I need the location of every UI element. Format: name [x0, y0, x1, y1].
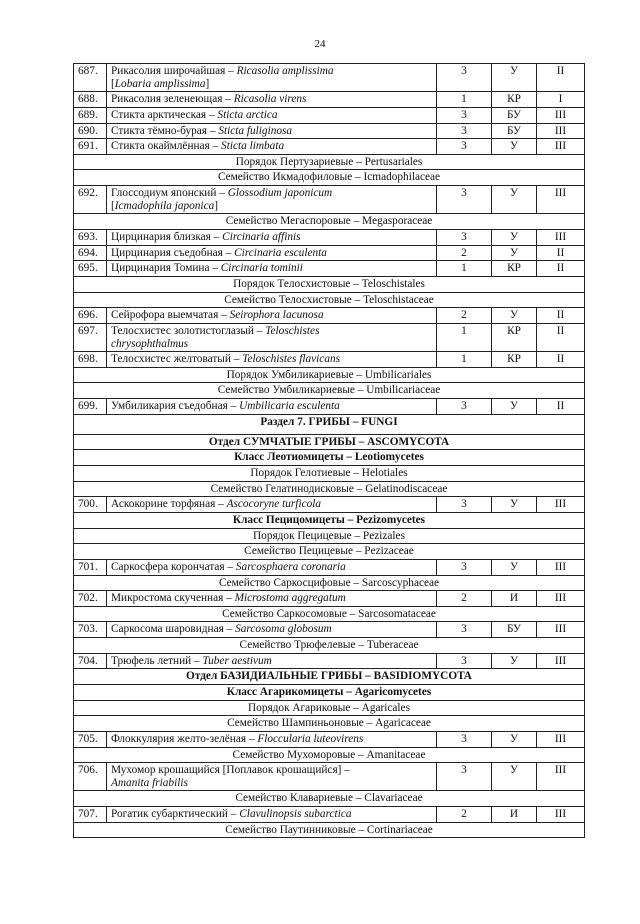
rarity-category: 3: [437, 731, 492, 747]
latin-name: Sarcosphaera coronaria: [235, 560, 346, 573]
table-row: [74, 64, 585, 92]
species-number: 695.: [74, 261, 107, 277]
family-heading: Семейство Саркосомовые – Sarcosomataceae: [74, 606, 585, 622]
family-row: [74, 481, 585, 497]
latin-name: Ricasolia virens: [233, 93, 307, 106]
order-row: [74, 466, 585, 482]
table-row: [74, 497, 585, 513]
order-row: [74, 367, 585, 383]
latin-name: Circinaria tominii: [220, 262, 303, 275]
family-heading: Семейство Мухоморовые – Amanitaceae: [74, 747, 585, 763]
protection-class: II: [537, 308, 585, 324]
protection-class: III: [537, 731, 585, 747]
russian-name: Цирцинария Томина –: [111, 262, 221, 275]
rarity-category: 2: [437, 308, 492, 324]
species-number: 706.: [74, 763, 107, 791]
table-row: [74, 123, 585, 139]
russian-name: Телосхистес золотистоглазый –: [111, 324, 266, 337]
russian-name: Стикта тёмно-бурая –: [111, 124, 219, 137]
species-number: 691.: [74, 139, 107, 155]
table-row: [74, 308, 585, 324]
latin-synonym: chrysophthalmus: [111, 337, 189, 350]
protection-class: II: [537, 245, 585, 261]
status-code: КР: [492, 92, 537, 108]
synonym-close: ]: [214, 199, 218, 212]
family-heading: Семейство Икмадофиловые – Icmadophilaceae: [74, 170, 585, 186]
latin-synonym: Amanita friabilis: [111, 776, 188, 789]
species-number: 700.: [74, 497, 107, 513]
class-row: [74, 450, 585, 466]
section-heading: Раздел 7. ГРИБЫ – FUNGI: [74, 414, 585, 434]
species-number: 703.: [74, 622, 107, 638]
species-name: [107, 245, 437, 261]
protection-class: II: [537, 399, 585, 415]
rarity-category: 1: [437, 92, 492, 108]
rarity-category: 1: [437, 323, 492, 351]
species-table: [73, 63, 585, 838]
species-number: 701.: [74, 559, 107, 575]
order-heading: Порядок Агариковые – Agaricales: [74, 700, 585, 716]
protection-class: III: [537, 230, 585, 246]
status-code: У: [492, 653, 537, 669]
family-row: [74, 383, 585, 399]
species-number: 692.: [74, 186, 107, 214]
latin-name: Sarcosoma globosum: [235, 623, 332, 636]
species-number: 696.: [74, 308, 107, 324]
table-row: [74, 323, 585, 351]
species-name: [107, 230, 437, 246]
rarity-category: 3: [437, 186, 492, 214]
synonym-open: [: [111, 199, 115, 212]
rarity-category: 3: [437, 622, 492, 638]
table-row: [74, 559, 585, 575]
status-code: У: [492, 497, 537, 513]
protection-class: I: [537, 92, 585, 108]
protection-class: II: [537, 64, 585, 92]
order-heading: Порядок Гелотиевые – Helotiales: [74, 466, 585, 482]
order-row: [74, 528, 585, 544]
family-heading: Семейство Мегаспоровые – Megasporaceae: [74, 214, 585, 230]
species-number: 697.: [74, 323, 107, 351]
species-number: 688.: [74, 92, 107, 108]
status-code: У: [492, 230, 537, 246]
rarity-category: 3: [437, 64, 492, 92]
protection-class: III: [537, 497, 585, 513]
division-heading: Отдел СУМЧАТЫЕ ГРИБЫ – ASCOMYCOTA: [74, 434, 585, 450]
family-heading: Семейство Трюфелевые – Tuberaceae: [74, 638, 585, 654]
order-row: [74, 276, 585, 292]
russian-name: Рогатик субарктический –: [111, 808, 240, 821]
status-code: У: [492, 731, 537, 747]
family-row: [74, 606, 585, 622]
species-number: 704.: [74, 653, 107, 669]
russian-name: Рикасолия широчайшая –: [111, 65, 237, 77]
species-number: 699.: [74, 399, 107, 415]
table-row: [74, 399, 585, 415]
class-row: [74, 684, 585, 700]
family-heading: Семейство Умбиликариевые – Umbilicariaceae: [74, 383, 585, 399]
rarity-category: 3: [437, 559, 492, 575]
status-code: И: [492, 591, 537, 607]
status-code: БУ: [492, 622, 537, 638]
table-row: [74, 139, 585, 155]
species-number: 694.: [74, 245, 107, 261]
status-code: У: [492, 763, 537, 791]
protection-class: III: [537, 763, 585, 791]
class-heading: Класс Агарикомицеты – Agaricomycetes: [74, 684, 585, 700]
russian-name: Флоккулярия желто-зелёная –: [111, 732, 258, 745]
protection-class: III: [537, 123, 585, 139]
order-row: [74, 154, 585, 170]
species-name: [107, 399, 437, 415]
latin-name: Microstoma aggregatum: [234, 592, 346, 605]
family-row: [74, 716, 585, 732]
russian-name: Аскокорине торфяная –: [111, 498, 227, 511]
table-row: [74, 107, 585, 123]
species-number: 689.: [74, 107, 107, 123]
russian-name: Саркосома шаровидная –: [111, 623, 236, 636]
species-number: 690.: [74, 123, 107, 139]
latin-name: Ricasolia amplissima: [236, 65, 334, 77]
protection-class: III: [537, 807, 585, 823]
russian-name: Микростома скученная –: [111, 592, 235, 605]
protection-class: II: [537, 352, 585, 368]
protection-class: III: [537, 622, 585, 638]
table-row: [74, 186, 585, 214]
status-code: КР: [492, 352, 537, 368]
species-name: [107, 591, 437, 607]
status-code: БУ: [492, 123, 537, 139]
rarity-category: 3: [437, 399, 492, 415]
species-number: 693.: [74, 230, 107, 246]
rarity-category: 3: [437, 763, 492, 791]
species-name: [107, 123, 437, 139]
family-heading: Семейство Саркосцифовые – Sarcoscyphaceae: [74, 575, 585, 591]
russian-name: Стикта окаймлённая –: [111, 140, 222, 153]
species-number: 702.: [74, 591, 107, 607]
species-number: 707.: [74, 807, 107, 823]
latin-name: Circinaria esculenta: [234, 246, 327, 259]
russian-name: Сейрофора выемчатая –: [111, 309, 230, 322]
species-name: [107, 497, 437, 513]
family-row: [74, 292, 585, 308]
species-name: [107, 261, 437, 277]
status-code: БУ: [492, 107, 537, 123]
species-number: 687.: [74, 64, 107, 92]
table-row: [74, 763, 585, 791]
protection-class: II: [537, 261, 585, 277]
division-heading: Отдел БАЗИДИАЛЬНЫЕ ГРИБЫ – BASIDIOMYCOTA: [74, 669, 585, 685]
status-code: У: [492, 308, 537, 324]
russian-name: Мухомор крошащийся [Поплавок крошащийся] –: [111, 764, 350, 777]
species-name: [107, 731, 437, 747]
status-code: И: [492, 807, 537, 823]
status-code: У: [492, 64, 537, 92]
russian-name: Глоссодиум японский –: [111, 187, 228, 200]
family-row: [74, 170, 585, 186]
russian-name: Умбиликария съедобная –: [111, 400, 240, 413]
rarity-category: 3: [437, 230, 492, 246]
rarity-category: 3: [437, 123, 492, 139]
species-name: [107, 559, 437, 575]
section-row: [74, 414, 585, 434]
species-name: [107, 92, 437, 108]
species-number: 705.: [74, 731, 107, 747]
class-row: [74, 512, 585, 528]
species-name: [107, 352, 437, 368]
rarity-category: 3: [437, 139, 492, 155]
order-heading: Порядок Пертузариевые – Pertusariales: [74, 154, 585, 170]
species-name: [107, 64, 437, 92]
species-name: [107, 186, 437, 214]
protection-class: III: [537, 107, 585, 123]
latin-name: Floccularia luteovirens: [257, 732, 364, 745]
protection-class: III: [537, 186, 585, 214]
order-heading: Порядок Пецицевые – Pezizales: [74, 528, 585, 544]
latin-name: Circinaria affinis: [222, 231, 301, 244]
status-code: КР: [492, 323, 537, 351]
family-heading: Семейство Клавариевые – Clavariaceae: [74, 791, 585, 807]
rarity-category: 1: [437, 352, 492, 368]
latin-name: Seirophora lacunosa: [229, 309, 324, 322]
russian-name: Саркосфера корончатая –: [111, 560, 236, 573]
family-row: [74, 822, 585, 838]
class-heading: Класс Пецицомицеты – Pezizomycetes: [74, 512, 585, 528]
family-row: [74, 638, 585, 654]
protection-class: III: [537, 559, 585, 575]
status-code: У: [492, 399, 537, 415]
rarity-category: 3: [437, 653, 492, 669]
order-row: [74, 700, 585, 716]
latin-name: Umbilicaria esculenta: [239, 400, 340, 413]
page-number: 24: [314, 38, 326, 50]
latin-name: Teloschistes: [265, 324, 320, 337]
russian-name: Телосхистес желтоватый –: [111, 353, 243, 366]
latin-name: Sticta arctica: [217, 108, 278, 121]
latin-name: Sticta fuliginosa: [218, 124, 293, 137]
latin-name: Clavulinopsis subarctica: [239, 808, 352, 821]
latin-name: Tuber aestivum: [202, 654, 272, 667]
family-row: [74, 575, 585, 591]
latin-synonym: Icmadophila japonica: [114, 199, 215, 212]
protection-class: II: [537, 323, 585, 351]
rarity-category: 2: [437, 591, 492, 607]
family-heading: Семейство Паутинниковые – Cortinariaceae: [74, 822, 585, 838]
protection-class: III: [537, 591, 585, 607]
russian-name: Цирцинария съедобная –: [111, 246, 235, 259]
family-heading: Семейство Телосхистовые – Teloschistaceae: [74, 292, 585, 308]
family-heading: Семейство Гелатинодисковые – Gelatinodiscaceae: [74, 481, 585, 497]
family-row: [74, 791, 585, 807]
division-row: [74, 434, 585, 450]
table-row: [74, 591, 585, 607]
latin-name: Ascocoryne turficola: [226, 498, 322, 511]
status-code: У: [492, 139, 537, 155]
species-name: [107, 308, 437, 324]
family-row: [74, 747, 585, 763]
synonym-close: ]: [205, 77, 210, 90]
russian-name: Рикасолия зеленеющая –: [111, 93, 234, 106]
family-row: [74, 214, 585, 230]
status-code: У: [492, 186, 537, 214]
table-row: [74, 731, 585, 747]
rarity-category: 1: [437, 261, 492, 277]
family-heading: Семейство Шампиньоновые – Agaricaceae: [74, 716, 585, 732]
table-row: [74, 807, 585, 823]
species-name: [107, 139, 437, 155]
species-name: [107, 622, 437, 638]
rarity-category: 2: [437, 807, 492, 823]
family-row: [74, 544, 585, 560]
table-row: [74, 245, 585, 261]
status-code: У: [492, 245, 537, 261]
division-row: [74, 669, 585, 685]
latin-name: Teloschistes flavicans: [242, 353, 341, 366]
table-row: [74, 92, 585, 108]
table-row: [74, 622, 585, 638]
protection-class: III: [537, 653, 585, 669]
status-code: КР: [492, 261, 537, 277]
species-name: [107, 763, 437, 791]
species-name: [107, 807, 437, 823]
synonym-open: [: [111, 77, 115, 90]
table-row: [74, 230, 585, 246]
table-row: [74, 653, 585, 669]
order-heading: Порядок Телосхистовые – Teloschistales: [74, 276, 585, 292]
rarity-category: 2: [437, 245, 492, 261]
family-heading: Семейство Пецицевые – Pezizaceae: [74, 544, 585, 560]
species-number: 698.: [74, 352, 107, 368]
table-row: [74, 352, 585, 368]
status-code: У: [492, 559, 537, 575]
species-name: [107, 323, 437, 351]
class-heading: Класс Леотиомицеты – Leotiomycetes: [74, 450, 585, 466]
order-heading: Порядок Умбиликариевые – Umbilicariales: [74, 367, 585, 383]
russian-name: Трюфель летний –: [111, 654, 203, 667]
latin-name: Sticta limbata: [221, 140, 285, 153]
rarity-category: 3: [437, 497, 492, 513]
species-name: [107, 653, 437, 669]
species-name: [107, 107, 437, 123]
russian-name: Цирцинария близкая –: [111, 231, 223, 244]
latin-synonym: Lobaria amplissima: [114, 77, 206, 90]
protection-class: III: [537, 139, 585, 155]
russian-name: Стикта арктическая –: [111, 108, 218, 121]
table-row: [74, 261, 585, 277]
rarity-category: 3: [437, 107, 492, 123]
latin-name: Glossodium japonicum: [227, 187, 333, 200]
